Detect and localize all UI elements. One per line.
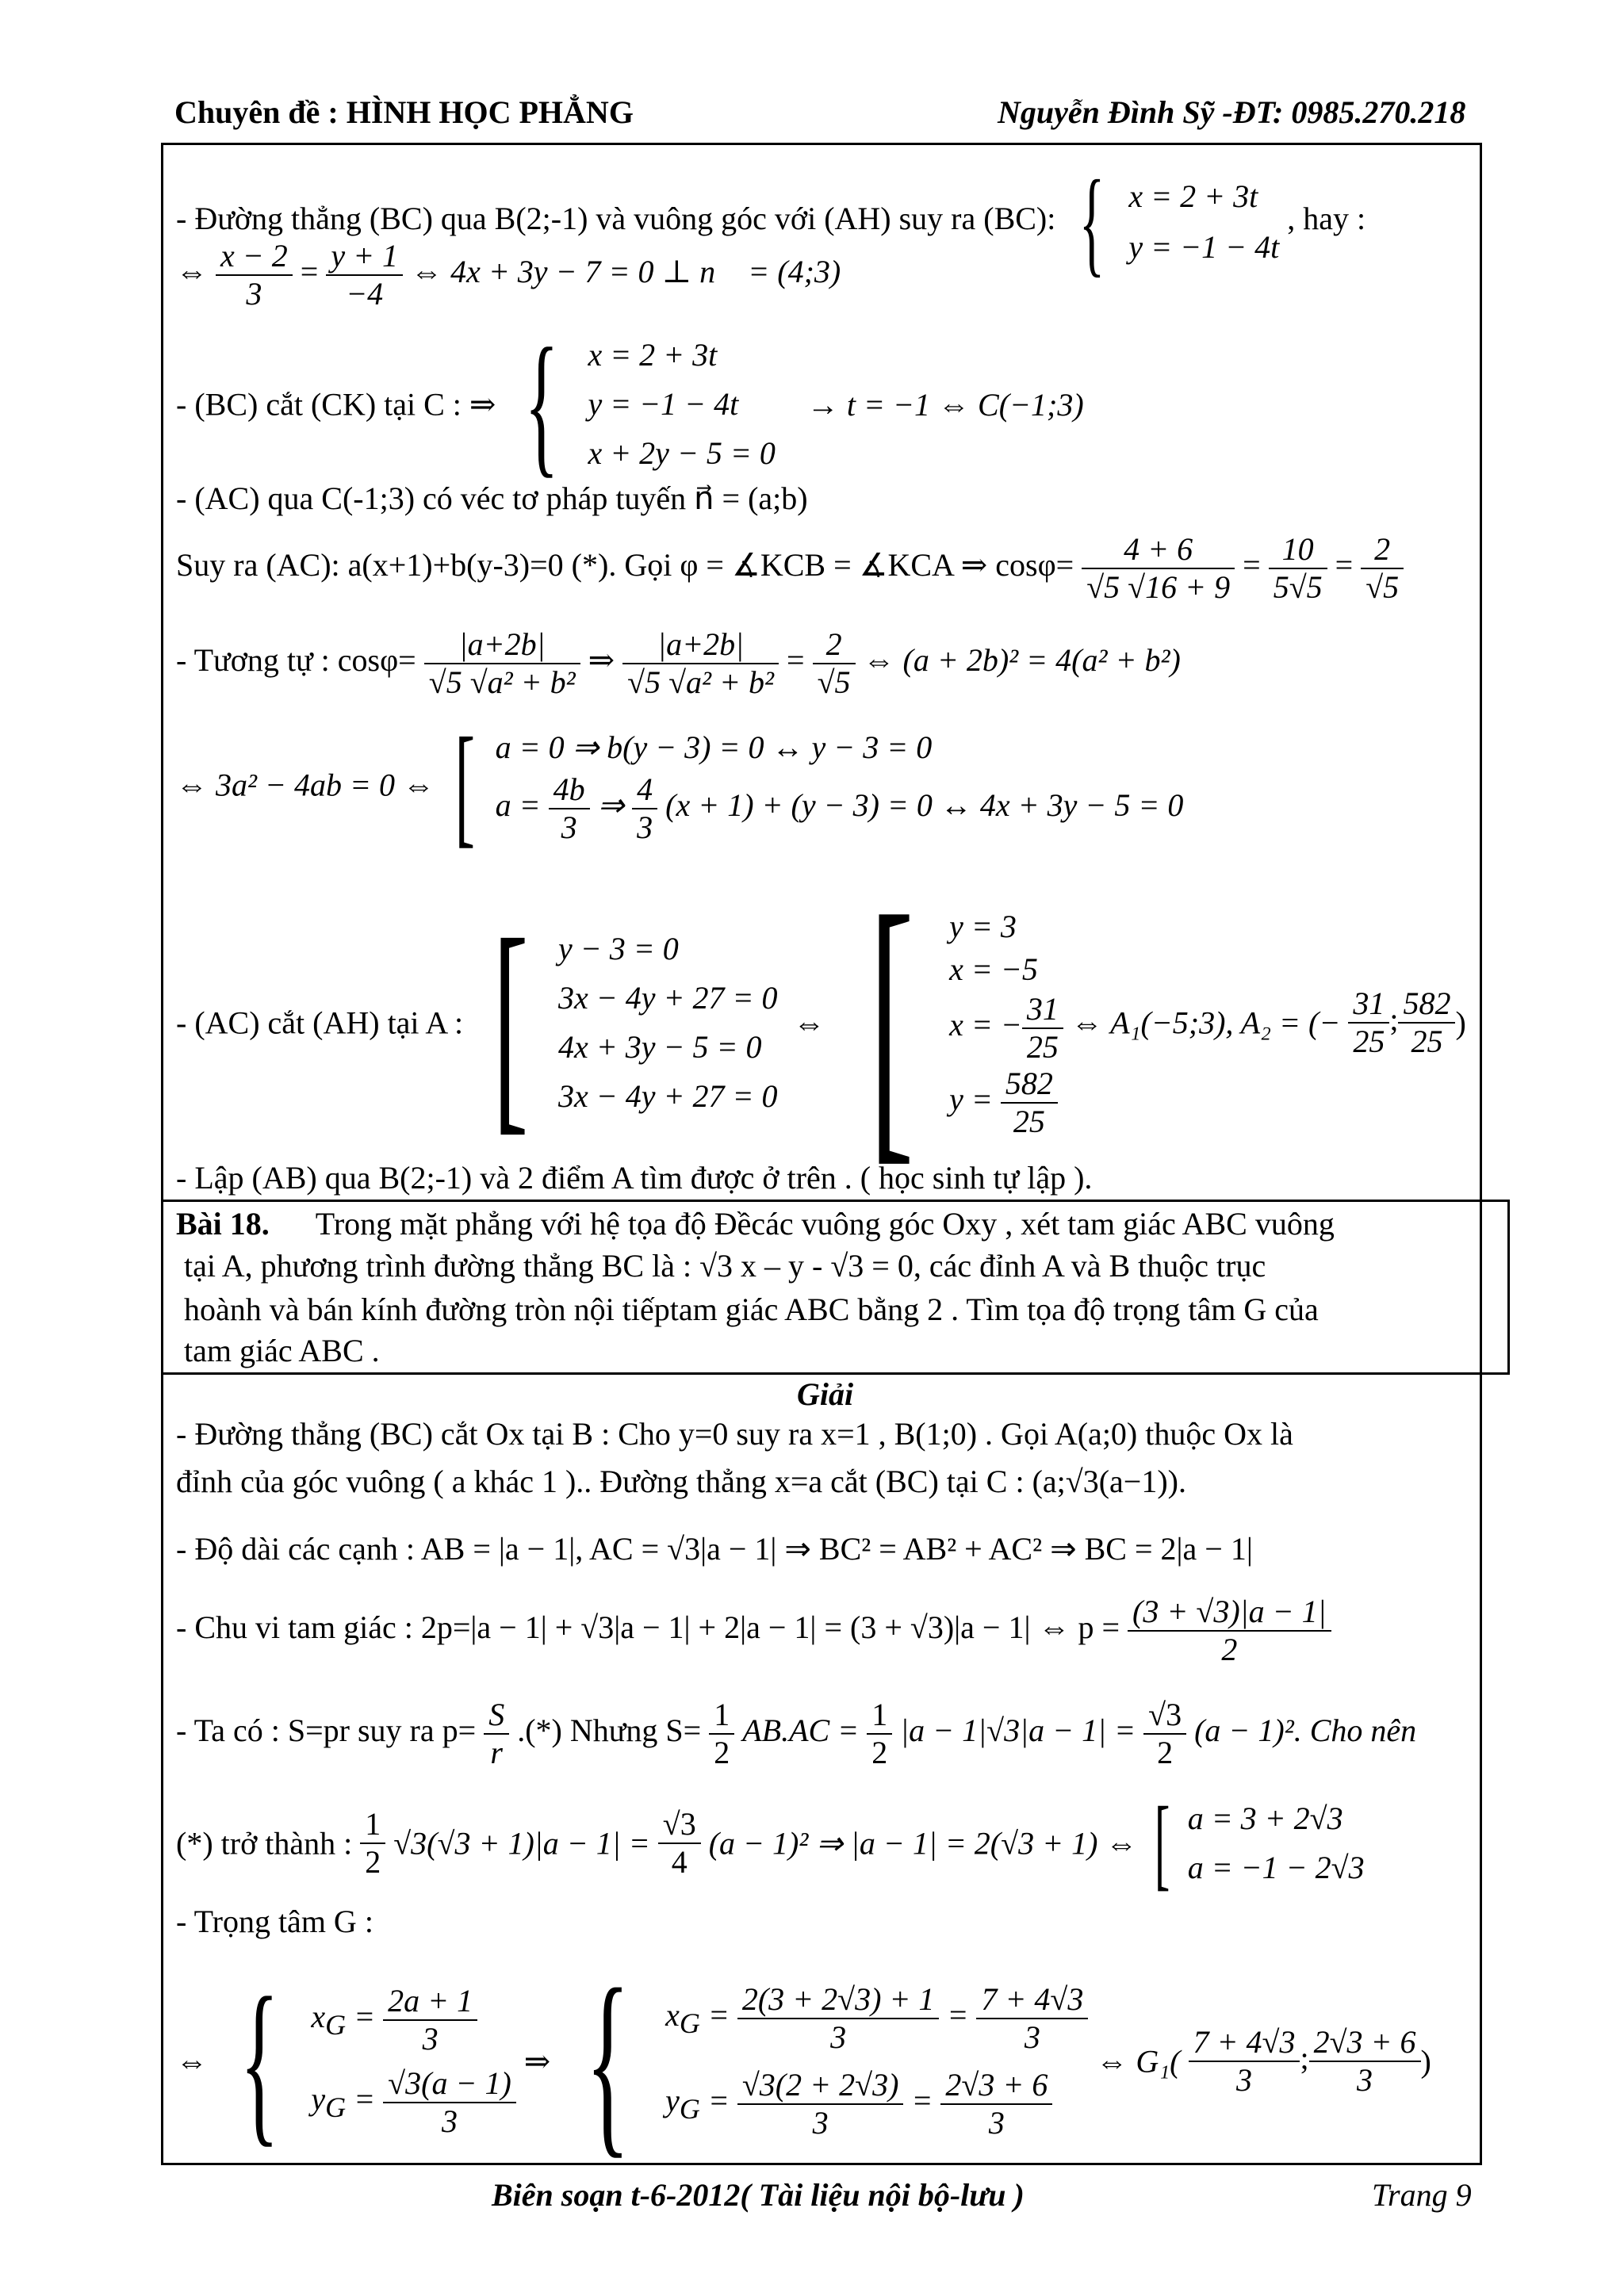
- line-bc-tail: , hay :: [1287, 201, 1366, 237]
- fraction: [737, 1981, 940, 2056]
- denominator: 2: [1221, 1632, 1238, 1667]
- equiv-symbol: ⇔: [793, 1004, 825, 1041]
- equiv-symbol: ⇔: [176, 254, 208, 290]
- numerator: y + 1: [326, 238, 403, 276]
- case-text: (x + 1) + (y − 3) = 0 ↔ 4x + 3y − 5 = 0: [665, 787, 1184, 824]
- denominator: 25: [1026, 1029, 1059, 1065]
- line-bc-equation: ⇔ $\frac{x - 2}{3}$ = $\frac{y + 1}{-4}$ ⇔ 4x + 3y − 7 = 0 ⊥ n⃗ = (4;3): [176, 238, 841, 312]
- becomes-text: (*) trở thành :: [176, 1825, 353, 1862]
- line-a-text: - (AC) cắt (AH) tại A :: [176, 1004, 464, 1041]
- numerator: 582: [1001, 1066, 1058, 1104]
- case-row: [496, 771, 1184, 846]
- fraction: [940, 2067, 1052, 2141]
- fraction: [1082, 531, 1235, 606]
- line-quadratic: [176, 710, 1184, 859]
- denominator: √5 √16 + 9: [1086, 569, 1231, 605]
- system-row: $y_G$ = $\frac{√3(2 + 2√3)}{3}$ = $\frac{2√3 + 6}{3}$: [665, 2067, 1088, 2141]
- centroid-result: ⇔ G₁(: [1096, 2043, 1181, 2080]
- denominator: 3: [1024, 2019, 1040, 2055]
- numerator: 582: [1398, 985, 1455, 1024]
- solution-line-7: - Trọng tâm G :: [176, 1904, 373, 1939]
- implies: ⇒: [523, 2043, 551, 2080]
- numerator: 4b: [549, 771, 590, 809]
- fraction: [622, 626, 779, 701]
- implies: ⇒: [597, 787, 625, 824]
- case-row: 4x + 3y − 5 = 0: [558, 1029, 762, 1065]
- numerator: x − 2: [216, 238, 293, 276]
- brace: {: [524, 316, 560, 492]
- header-title: Chuyên đề : HÌNH HỌC PHẲNG: [174, 94, 634, 130]
- denominator: 5√5: [1273, 569, 1323, 605]
- fraction: [632, 771, 657, 846]
- line-a-intersection: - (AC) cắt (AH) tại A : [ y − 3 = 0 3x − 4y + 27 = 0 4x + 3y − 5 = 0 3x − 4y + 27 = 0 ⇔ [ y = 3 x = −5 x = − $\frac{31}{25}$ y = $\frac{582}{25}$ ⇔ A₁(−5;3), A₂ = (− $\frac{31}{25}$ ; $\frac{582}{25}$ ): [176, 855, 1466, 1189]
- line-bc-text: - Đường thẳng (BC) qua B(2;-1) và vuông góc với (AH) suy ra (BC):: [176, 201, 1056, 237]
- denominator: √5 √a² + b²: [428, 664, 576, 700]
- system-row: x + 2y − 5 = 0: [588, 435, 776, 471]
- solution-line-2: đỉnh của góc vuông ( a khác 1 ).. Đường thẳng x=a cắt (BC) tại C : (a;√3(a−1)).: [176, 1464, 1186, 1499]
- fraction: [976, 1981, 1088, 2056]
- header-author: Nguyễn Đình Sỹ -ĐT: 0985.270.218: [998, 94, 1466, 130]
- line-ab: - Lập (AB) qua B(2;-1) và 2 điểm A tìm được ở trên . ( học sinh tự lập ).: [176, 1160, 1093, 1196]
- denominator: 3: [1357, 2062, 1373, 2098]
- numerator: √3(a − 1): [383, 2065, 516, 2103]
- fraction: [867, 1697, 892, 1771]
- fraction: [383, 2065, 516, 2140]
- fraction: [1348, 985, 1389, 1060]
- cases: [496, 724, 1184, 846]
- fraction: [1128, 1594, 1331, 1668]
- equals: =: [1243, 547, 1261, 584]
- system-row: $x_G$ = $\frac{2a + 1}{3}$: [311, 1983, 515, 2057]
- numerator: 2√3 + 6: [1309, 2024, 1421, 2062]
- fraction: [709, 1697, 734, 1771]
- denominator: 2: [714, 1735, 730, 1770]
- line-ac-normal: - (AC) qua C(-1;3) có véc tơ pháp tuyến n⃗ = (a;b): [176, 480, 808, 516]
- fraction: [1001, 1066, 1058, 1140]
- system: [665, 1981, 1088, 2141]
- denominator: 25: [1411, 1024, 1443, 1059]
- denominator: 2: [871, 1735, 888, 1770]
- implies: ⇒: [588, 642, 615, 679]
- case-row: y = 3: [949, 909, 1017, 944]
- numerator: 1: [709, 1697, 734, 1735]
- equation-result: ⇔ 4x + 3y − 7 = 0 ⊥ n⃗ = (4;3): [411, 254, 841, 290]
- fraction: [216, 238, 293, 312]
- line-cos-similar-text: - Tương tự : cosφ=: [176, 642, 416, 679]
- brace: {: [1079, 156, 1105, 288]
- case-row: [949, 1066, 1063, 1140]
- case-row: a = −1 − 2√3: [1187, 1850, 1365, 1885]
- denominator: 3: [830, 2019, 847, 2055]
- numerator: 4 + 6: [1082, 531, 1235, 569]
- perimeter-text: - Chu vi tam giác : 2p=|a − 1| + √3|a − 1| + 2|a − 1| = (3 + √3)|a − 1| ⇔ p =: [176, 1609, 1120, 1646]
- fraction: [1143, 1697, 1186, 1771]
- system-row: x = 2 + 3t: [588, 337, 718, 373]
- var: y: [665, 2083, 680, 2119]
- problem-text: Trong mặt phẳng với hệ tọa độ Đềcác vuông góc Oxy , xét tam giác ABC vuông: [315, 1206, 1335, 1242]
- denominator: 3: [637, 809, 653, 845]
- numerator: 1: [360, 1806, 385, 1844]
- case-row: x = −5: [949, 951, 1038, 987]
- problem-line-4: tam giác ABC .: [184, 1333, 380, 1368]
- var: y: [311, 2081, 326, 2118]
- system: [1128, 171, 1279, 273]
- numerator: 2a + 1: [383, 1983, 477, 2021]
- fraction: [484, 1697, 509, 1771]
- system-row: x = 2 + 3t: [1128, 178, 1258, 214]
- bracket: [: [1155, 1786, 1170, 1900]
- solution-line-3: - Độ dài các cạnh : AB = |a − 1|, AC = √3|a − 1| ⇒ BC² = AB² + AC² ⇒ BC = 2|a − 1|: [176, 1531, 1253, 1567]
- bracket: [: [868, 855, 914, 1189]
- case-row: y − 3 = 0: [558, 931, 679, 966]
- page-number: Trang 9: [1372, 2177, 1472, 2213]
- denominator: 3: [812, 2105, 829, 2141]
- fraction: [1361, 531, 1404, 606]
- denominator: 3: [988, 2105, 1005, 2141]
- system-row: y = −1 − 4t: [588, 386, 739, 422]
- numerator: 4: [632, 771, 657, 809]
- numerator: 2: [813, 626, 856, 664]
- fraction: [326, 238, 403, 312]
- numerator: √3: [1143, 1697, 1186, 1735]
- numerator: |a+2b|: [622, 626, 779, 664]
- fraction: [1269, 531, 1327, 606]
- numerator: S: [484, 1697, 509, 1735]
- becomes-text: √3(√3 + 1)|a − 1| =: [393, 1825, 650, 1862]
- solution-line-5: [176, 1697, 1416, 1771]
- line-c-result: → t = −1 ⇔ C(−1;3): [806, 386, 1084, 423]
- denominator: r: [490, 1735, 503, 1770]
- system-row: $y_G$ = $\frac{√3(a - 1)}{3}$: [311, 2065, 515, 2140]
- cases: [558, 924, 777, 1121]
- system-row: $x_G$ = $\frac{2(3 + 2√3) + 1}{3}$ = $\frac{7 + 4√3}{3}$: [665, 1981, 1088, 2056]
- case-text: x = −: [949, 1007, 1022, 1043]
- problem-label: Bài 18.: [176, 1206, 270, 1242]
- numerator: 2: [1361, 531, 1404, 569]
- equiv-symbol: ⇔: [176, 2043, 208, 2080]
- brace: {: [585, 1947, 630, 2175]
- problem-line-3: hoành và bán kính đường tròn nội tiếptam giác ABC bằng 2 . Tìm tọa độ trọng tâm G của: [184, 1292, 1319, 1327]
- cases: [1188, 1794, 1365, 1892]
- system-row: y = −1 − 4t: [1128, 229, 1280, 265]
- numerator: (3 + √3)|a − 1|: [1128, 1594, 1331, 1632]
- denominator: √5: [817, 664, 851, 700]
- case-row: a = 3 + 2√3: [1187, 1800, 1343, 1836]
- line-quadratic-text: ⇔ 3a² − 4ab = 0 ⇔: [176, 767, 435, 803]
- numerator: 31: [1022, 991, 1063, 1029]
- case-row: 3x − 4y + 27 = 0: [558, 1078, 778, 1114]
- equation-result: ⇔ (a + 2b)² = 4(a² + b²): [863, 642, 1181, 679]
- solution-line-6: [176, 1786, 1365, 1900]
- becomes-text: (a − 1)² ⇒ |a − 1| = 2(√3 + 1) ⇔: [708, 1825, 1138, 1862]
- numerator: 2√3 + 6: [940, 2067, 1052, 2105]
- case-row: a = 0 ⇒ b(y − 3) = 0 ↔ y − 3 = 0: [495, 729, 933, 765]
- denominator: √5 √a² + b²: [627, 664, 775, 700]
- brace: {: [239, 1960, 280, 2162]
- system: [588, 331, 775, 478]
- fraction: [1022, 991, 1063, 1066]
- fraction: [549, 771, 590, 846]
- denominator: 2: [1157, 1735, 1174, 1770]
- numerator: 7 + 4√3: [1189, 2024, 1300, 2062]
- numerator: 1: [867, 1697, 892, 1735]
- denominator: 3: [422, 2021, 439, 2057]
- fraction: [658, 1806, 701, 1881]
- fraction: [1398, 985, 1455, 1060]
- var: x: [665, 1997, 680, 2034]
- denominator: 3: [246, 276, 262, 312]
- solution-line-1: - Đường thẳng (BC) cắt Ox tại B : Cho y=0 suy ra x=1 , B(1;0) . Gọi A(a;0) thuộc Ox là: [176, 1416, 1293, 1452]
- numerator: 2(3 + 2√3) + 1: [737, 1981, 940, 2019]
- cases: [949, 905, 1063, 1140]
- denominator: 4: [671, 1844, 688, 1880]
- numerator: √3: [658, 1806, 701, 1844]
- case-text: a =: [495, 787, 541, 824]
- problem-line-1: [176, 1205, 1335, 1242]
- denominator: 25: [1013, 1104, 1045, 1139]
- area-text: (a − 1)². Cho nên: [1194, 1712, 1417, 1749]
- denominator: 3: [561, 809, 577, 845]
- fraction: [813, 626, 856, 701]
- solution-line-4: [176, 1594, 1331, 1668]
- denominator: 25: [1353, 1024, 1385, 1059]
- line-cos-text: Suy ra (AC): a(x+1)+b(y-3)=0 (*). Gọi φ = ∡KCB = ∡KCA ⇒ cosφ=: [176, 547, 1074, 584]
- line-cos-similar: - Tương tự : cosφ= $\frac{|a+2b|}{\text{√5 √a² + b²}}$ ⇒ $\frac{|a+2b|}{\text{√5 √a² + b²}}$ = $\frac{2}{√5}$ ⇔ (a + 2b)² = 4(a² + b²): [176, 626, 1181, 700]
- problem-line-2: tại A, phương trình đường thẳng BC là : √3 x – y - √3 = 0, các đỉnh A và B thuộc trục: [184, 1248, 1266, 1284]
- centroid-derivation: ⇔ { $x_G$ = $\frac{2a + 1}{3}$ $y_G$ = $\frac{√3(a - 1)}{3}$ ⇒ { $x_G$ = $\frac{2(3 + 2√3) + 1}{3}$ = $\frac{7 + 4√3}{3}$ $y_G$ = $\frac{√3(2 + 2√3)}{3}$ = $\frac{2√3 + 6}{3}$ ⇔ G₁( $\frac{7 + 4√3}{3}$ ; $\frac{2√3 + 6}{3}$ ): [176, 1947, 1431, 2175]
- fraction: [1189, 2024, 1300, 2099]
- numerator: √3(2 + 2√3): [737, 2067, 904, 2105]
- denominator: √5: [1365, 569, 1400, 605]
- area-text: |a − 1|√3|a − 1| =: [900, 1712, 1136, 1749]
- denominator: −4: [346, 276, 384, 312]
- line-cos: Suy ra (AC): a(x+1)+b(y-3)=0 (*). Gọi φ = ∡KCB = ∡KCA ⇒ cosφ= $\frac{4 + 6}{√5 √16 + 9}$ = $\frac{10}{5√5}$ = $\frac{2}{√5}$: [176, 531, 1404, 606]
- numerator: 7 + 4√3: [976, 1981, 1088, 2019]
- line-c-intersection: [176, 316, 1084, 492]
- line-a-result: ⇔ A₁(−5;3), A₂ = (−: [1071, 1004, 1341, 1041]
- footer-note: Biên soạn t-6-2012( Tài liệu nội bộ-lưu ): [492, 2177, 1025, 2213]
- numerator: 31: [1348, 985, 1389, 1024]
- var: x: [311, 1999, 326, 2035]
- denominator: 3: [1235, 2062, 1252, 2098]
- numerator: 10: [1269, 531, 1327, 569]
- fraction: [383, 1983, 477, 2057]
- area-text: - Ta có : S=pr suy ra p=: [176, 1712, 477, 1749]
- line-c-text: - (BC) cắt (CK) tại C : ⇒: [176, 386, 496, 423]
- bracket: [: [454, 710, 476, 859]
- fraction: [424, 626, 580, 701]
- fraction: [360, 1806, 385, 1881]
- denominator: 2: [365, 1844, 381, 1880]
- case-text: y =: [949, 1081, 993, 1118]
- area-text: AB.AC =: [742, 1712, 860, 1749]
- case-row: 3x − 4y + 27 = 0: [558, 980, 778, 1016]
- fraction: [1309, 2024, 1421, 2099]
- numerator: |a+2b|: [424, 626, 580, 664]
- bracket: [: [492, 891, 529, 1154]
- solution-title: Giải: [797, 1376, 854, 1412]
- system: [311, 1983, 515, 2140]
- denominator: 3: [441, 2103, 458, 2139]
- fraction: [737, 2067, 904, 2141]
- case-row: [949, 991, 1063, 1066]
- area-text: .(*) Nhưng S=: [517, 1712, 702, 1749]
